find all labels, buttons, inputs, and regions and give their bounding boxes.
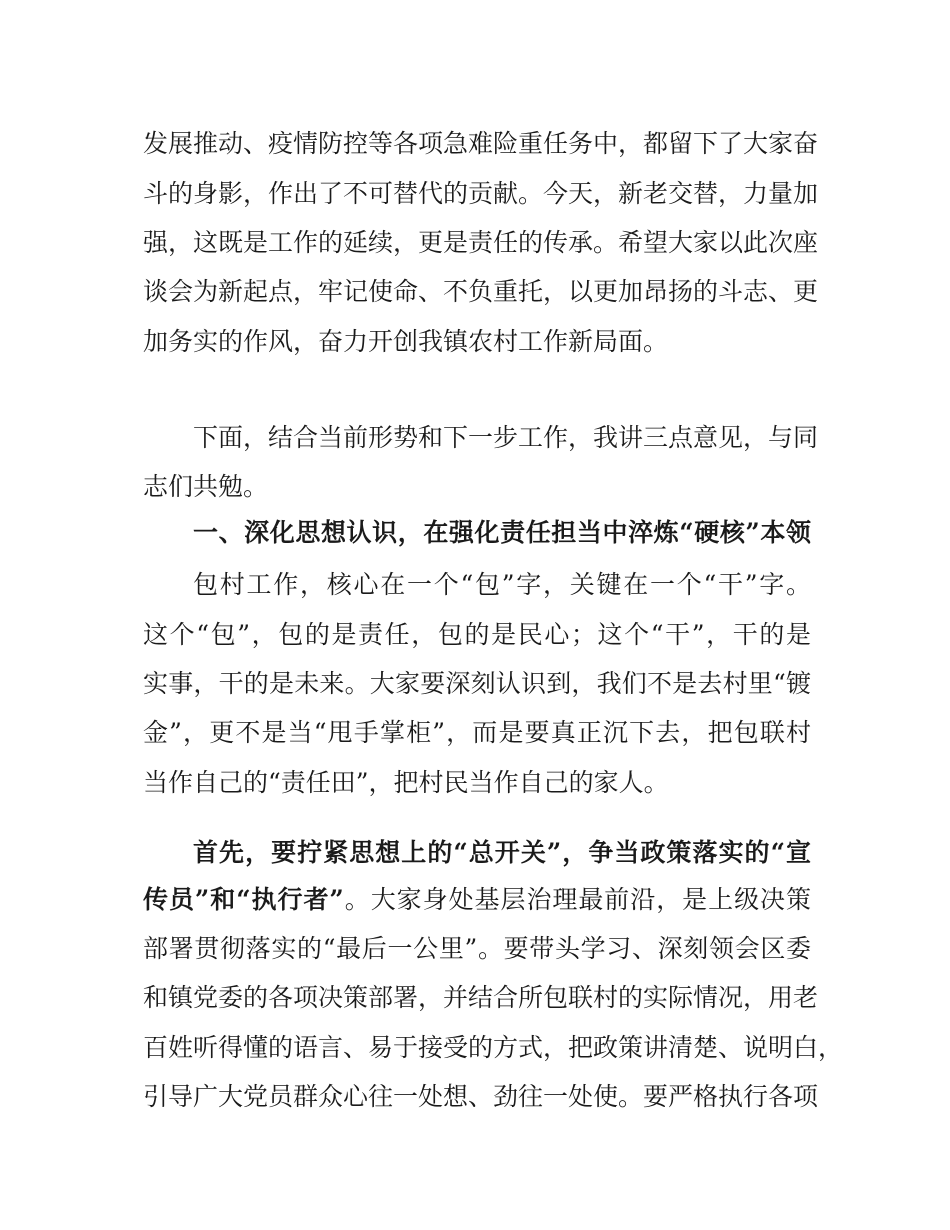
text-line: 志们共勉。 [143, 472, 269, 501]
bold-lead-line: 首先，要拧紧思想上的“总开关”，争当政策落实的“宣 [193, 838, 811, 867]
text-line: 谈会为新起点，牢记使命、不负重托，以更加昂扬的斗志、更 [143, 277, 819, 306]
text-line: 引导广大党员群众心往一处想、劲往一处使。要严格执行各项 [143, 1082, 819, 1111]
text-line: 百姓听得懂的语言、易于接受的方式，把政策讲清楚、说明白， [143, 1033, 844, 1062]
section-heading: 一、深化思想认识，在强化责任担当中淬炼“硬核”本领 [193, 518, 811, 547]
text-line: 实事，干的是未来。大家要深刻认识到，我们不是去村里“镀 [143, 669, 811, 698]
text-line: 加务实的作风，奋力开创我镇农村工作新局面。 [143, 327, 669, 356]
text-line: 当作自己的“责任田”，把村民当作自己的家人。 [143, 768, 669, 797]
text-line: 和镇党委的各项决策部署，并结合所包联村的实际情况，用老 [143, 983, 819, 1012]
text-line: 斗的身影，作出了不可替代的贡献。今天，新老交替，力量加 [143, 179, 819, 208]
text-line: 这个“包”，包的是责任，包的是民心；这个“干”，干的是 [143, 620, 811, 649]
bold-lead-text: 传员”和“执行者” [143, 885, 344, 914]
text-line: 部署贯彻落实的“最后一公里”。要带头学习、深刻领会区委 [143, 934, 811, 963]
text-line: 强，这既是工作的延续，更是责任的传承。希望大家以此次座 [143, 228, 819, 257]
text-line: 金”，更不是当“甩手掌柜”，而是要真正沉下去，把包联村 [143, 718, 811, 747]
text-line: 下面，结合当前形势和下一步工作，我讲三点意见，与同 [193, 423, 819, 452]
text-line: 发展推动、疫情防控等各项急难险重任务中，都留下了大家奋 [143, 129, 819, 158]
text-line: 包村工作，核心在一个“包”字，关键在一个“干”字。 [193, 570, 811, 599]
line-rest-text: 。大家身处基层治理最前沿，是上级决策 [343, 885, 811, 914]
mixed-line [143, 880, 811, 920]
